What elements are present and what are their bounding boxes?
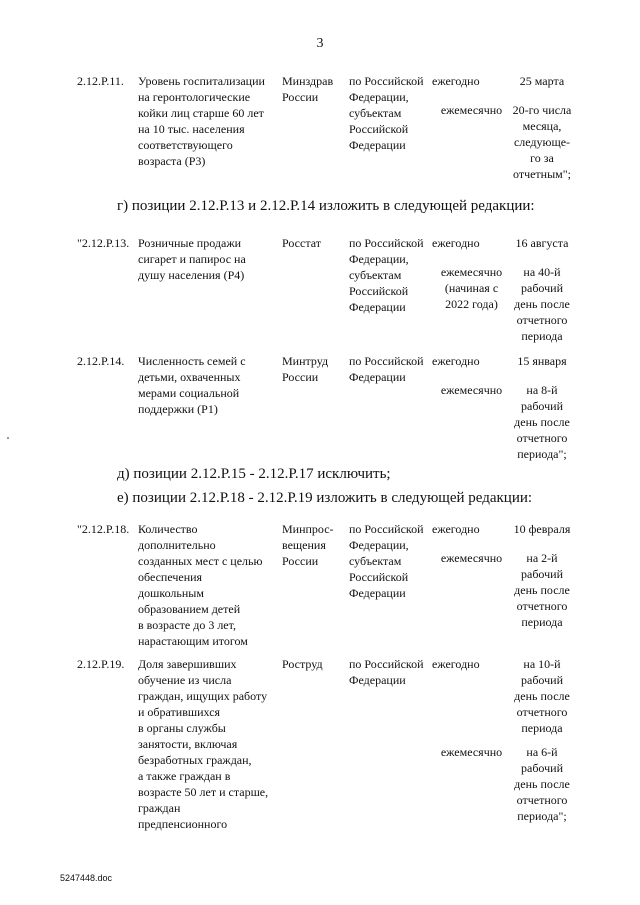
indicator-name: Количество: [138, 522, 198, 536]
indicator-name: а также граждан в: [138, 769, 231, 783]
row-code: "2.12.P.13.: [77, 236, 130, 250]
indicator-name: детьми, охваченных: [138, 370, 241, 384]
deadline-annual: 25 марта: [519, 74, 565, 88]
deadline-monthly: на 6-й: [526, 745, 558, 759]
period-annual: ежегодно: [432, 354, 480, 368]
data-level: Федерации,: [349, 252, 409, 266]
indicator-name: граждан: [138, 801, 181, 815]
data-level: Федерации: [349, 370, 406, 384]
period-monthly: ежемесячно: [440, 383, 503, 397]
indicator-name: дополнительно: [138, 538, 216, 552]
deadline-monthly: 20-го числа: [512, 103, 572, 117]
deadline-monthly: периода";: [517, 809, 567, 823]
deadline-monthly: на 8-й: [526, 383, 558, 397]
deadline-monthly: рабочий: [521, 281, 563, 295]
indicator-name: Численность семей с: [138, 354, 246, 368]
deadline-monthly: рабочий: [521, 567, 563, 581]
indicator-name: обеспечения: [138, 570, 203, 584]
deadline-monthly: периода: [521, 615, 563, 629]
indicator-name: поддержки (Р1): [138, 402, 218, 416]
responsible-agency: России: [282, 370, 319, 384]
indicator-name: Уровень госпитализации: [138, 74, 265, 88]
indicator-name: занятости, включая: [138, 737, 238, 751]
data-level: по Российской: [349, 354, 424, 368]
responsible-agency: вещения: [282, 538, 326, 552]
data-level: Федерации: [349, 586, 406, 600]
deadline-monthly: следующе-: [513, 135, 571, 149]
indicator-name: Розничные продажи: [138, 236, 242, 250]
indicator-name: душу населения (Р4): [138, 268, 245, 282]
deadline-annual: 15 января: [517, 354, 567, 368]
responsible-agency: Минтруд: [282, 354, 329, 368]
deadline-monthly: отчетного: [516, 793, 568, 807]
row-code: 2.12.P.11.: [77, 74, 124, 88]
period-annual: ежегодно: [432, 657, 480, 671]
period-monthly: 2022 года): [445, 297, 498, 311]
indicator-name: на 10 тыс. населения: [138, 122, 245, 136]
indicator-name: предпенсионного: [138, 817, 228, 831]
indicator-name: возрасте 50 лет и старше,: [138, 785, 269, 799]
period-monthly: ежемесячно: [440, 551, 503, 565]
deadline-monthly: го за: [530, 151, 554, 165]
indicator-name: соответствующего: [138, 138, 233, 152]
data-level: Федерации,: [349, 90, 409, 104]
deadline-annual: отчетного: [516, 705, 568, 719]
deadline-monthly: отчетного: [516, 313, 568, 327]
row-code: 2.12.P.19.: [77, 657, 125, 671]
responsible-agency: России: [282, 554, 319, 568]
deadline-annual: 16 августа: [515, 236, 569, 250]
data-level: по Российской: [349, 522, 424, 536]
deadline-annual: на 10-й: [523, 657, 561, 671]
deadline-monthly: на 2-й: [526, 551, 558, 565]
data-level: Российской: [349, 122, 409, 136]
period-annual: ежегодно: [432, 74, 480, 88]
indicator-name: мерами социальной: [138, 386, 240, 400]
deadline-monthly: день после: [514, 297, 570, 311]
deadline-monthly: рабочий: [521, 399, 563, 413]
data-level: Федерации,: [349, 538, 409, 552]
indicator-name: сигарет и папирос на: [138, 252, 246, 266]
data-level: Российской: [349, 570, 409, 584]
deadline-monthly: месяца,: [522, 119, 562, 133]
indicator-name: образованием детей: [138, 602, 241, 616]
indicator-name: возраста (Р3): [138, 154, 206, 168]
period-monthly: ежемесячно: [440, 265, 503, 279]
footer-filename: 5247448.doc: [60, 873, 113, 883]
deadline-monthly: отчетного: [516, 431, 568, 445]
scan-mark: [7, 437, 9, 439]
indicator-name: Доля завершивших: [138, 657, 237, 671]
data-level: Федерации: [349, 673, 406, 687]
deadline-monthly: день после: [514, 415, 570, 429]
deadline-monthly: рабочий: [521, 761, 563, 775]
responsible-agency: Минздрав: [282, 74, 334, 88]
deadline-monthly: отчетным";: [512, 167, 571, 181]
deadline-monthly: день после: [514, 583, 570, 597]
instruction-d: д) позиции 2.12.Р.15 - 2.12.Р.17 исключить;: [117, 466, 391, 482]
row-code: "2.12.P.18.: [77, 522, 130, 536]
row-code: 2.12.P.14.: [77, 354, 125, 368]
period-annual: ежегодно: [432, 236, 480, 250]
data-level: Федерации: [349, 138, 406, 152]
deadline-monthly: периода: [521, 329, 563, 343]
indicator-name: граждан, ищущих работу: [138, 689, 268, 703]
period-monthly: (начиная с: [444, 281, 499, 295]
deadline-annual: периода: [521, 721, 563, 735]
data-level: субъектам: [349, 554, 402, 568]
indicator-name: нарастающим итогом: [138, 634, 248, 648]
indicator-name: койки лиц старше 60 лет: [138, 106, 264, 120]
data-level: по Российской: [349, 236, 424, 250]
period-annual: ежегодно: [432, 522, 480, 536]
indicator-name: в органы службы: [138, 721, 226, 735]
indicator-name: на геронтологические: [138, 90, 251, 104]
responsible-agency: Росстат: [282, 236, 321, 250]
data-level: Российской: [349, 284, 409, 298]
deadline-monthly: периода";: [517, 447, 567, 461]
deadline-annual: 10 февраля: [513, 522, 571, 536]
indicator-name: в возрасте до 3 лет,: [138, 618, 236, 632]
period-monthly: ежемесячно: [440, 103, 503, 117]
deadline-monthly: на 40-й: [523, 265, 561, 279]
indicator-name: безработных граждан,: [138, 753, 252, 767]
instruction-g: г) позиции 2.12.Р.13 и 2.12.Р.14 изложить в следующей редакции:: [117, 198, 535, 214]
responsible-agency: Роструд: [282, 657, 323, 671]
responsible-agency: России: [282, 90, 319, 104]
deadline-annual: рабочий: [521, 673, 563, 687]
indicator-name: обучение из числа: [138, 673, 232, 687]
indicator-name: и обратившихся: [138, 705, 221, 719]
data-level: субъектам: [349, 268, 402, 282]
data-level: по Российской: [349, 74, 424, 88]
deadline-annual: день после: [514, 689, 570, 703]
data-level: субъектам: [349, 106, 402, 120]
page-number: 3: [316, 36, 324, 51]
deadline-monthly: день после: [514, 777, 570, 791]
data-level: по Российской: [349, 657, 424, 671]
deadline-monthly: отчетного: [516, 599, 568, 613]
responsible-agency: Минпрос-: [282, 522, 334, 536]
indicator-name: дошкольным: [138, 586, 204, 600]
instruction-e: е) позиции 2.12.Р.18 - 2.12.Р.19 изложить в следующей редакции:: [117, 490, 533, 506]
period-monthly: ежемесячно: [440, 745, 503, 759]
indicator-name: созданных мест с целью: [138, 554, 263, 568]
data-level: Федерации: [349, 300, 406, 314]
